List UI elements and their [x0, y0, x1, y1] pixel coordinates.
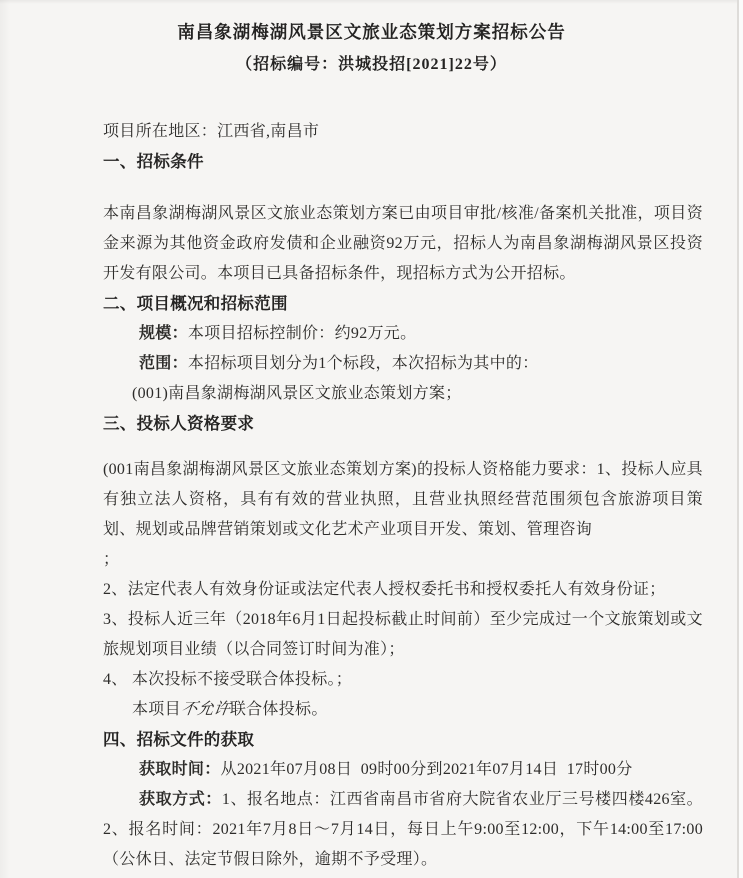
- qualification-requirement-3: 3、投标人近三年（2018年6月1日起投标截止时间前）至少完成过一个文旅策划或文旅规划项目业绩（以合同签订时间为准）；: [103, 611, 703, 658]
- qualification-requirement-2: 2、法定代表人有效身份证或法定代表人授权委托书和授权委托人有效身份证；: [103, 581, 666, 598]
- scale-label: 规模：: [139, 325, 188, 342]
- section-4-heading: 四、招标文件的获取: [103, 730, 255, 749]
- jv-suffix: 联合体投标。: [229, 701, 328, 718]
- obtain-method-value: 1、报名地点：江西省南昌市省府大院省农业厅三号楼四楼426室。2、报名时间：2021年7月8日～7月14日，每日上午9:00至12:00，下午14:00至17:00（公休日、法定节假日除外，逾期不予受理）。: [103, 791, 703, 868]
- scale-value: 本项目招标控制价：约92万元。: [187, 325, 417, 342]
- lot-line: (001)南昌象湖梅湖风景区文旅业态策划方案；: [132, 385, 462, 402]
- scope-line: [103, 349, 703, 379]
- tender-number: （招标编号：洪城投招[2021]22号）: [236, 56, 507, 73]
- doc-body: [0, 117, 743, 875]
- scale-line: [103, 319, 703, 349]
- obtain-time-line: [103, 755, 703, 785]
- jv-not-allowed-emphasis: 不允许: [179, 701, 232, 718]
- qualification-requirement-1: (001南昌象湖梅湖风景区文旅业态策划方案)的投标人资格能力要求：1、投标人应具有独立法人资格，具有有效的营业执照，且营业执照经营范围须包含旅游项目策划、规划或品牌营销策划或文化艺术产业项目开发、策划、管理咨询: [103, 461, 703, 538]
- section-1-body: 本南昌象湖梅湖风景区文旅业态策划方案已由项目审批/核准/备案机关批准，项目资金来源为其他资金政府发债和企业融资92万元，招标人为南昌象湖梅湖风景区投资开发有限公司。本项目已具备招标条件，现招标方式为公开招标。: [103, 205, 703, 282]
- jv-prefix: 本项目: [132, 701, 181, 718]
- doc-title: 南昌象湖梅湖风景区文旅业态策划方案招标公告: [177, 22, 566, 42]
- qualification-requirement-1-tail: ；: [103, 551, 120, 568]
- obtain-time-value: 从2021年07月08日 09时00分到2021年07月14日 17时00分: [220, 761, 633, 778]
- section-3-heading: 三、投标人资格要求: [103, 414, 255, 433]
- scan-edge-right-strip: [739, 0, 743, 878]
- scope-label: 范围：: [139, 355, 188, 372]
- obtain-time-label: 获取时间：: [139, 761, 221, 778]
- section-1-heading: 一、招标条件: [103, 152, 204, 171]
- project-location-line: 项目所在地区：江西省,南昌市: [103, 123, 320, 140]
- section-2-heading: 二、项目概况和招标范围: [103, 294, 288, 313]
- obtain-method-paragraph: [103, 785, 703, 875]
- qualification-requirement-4: 4、 本次投标不接受联合体投标。；: [103, 671, 353, 688]
- scan-edge-right-line: [737, 0, 739, 878]
- obtain-method-label: 获取方式：: [139, 791, 222, 808]
- scope-value: 本招标项目划分为1个标段，本次招标为其中的：: [187, 355, 539, 372]
- no-joint-venture-line: [103, 695, 703, 725]
